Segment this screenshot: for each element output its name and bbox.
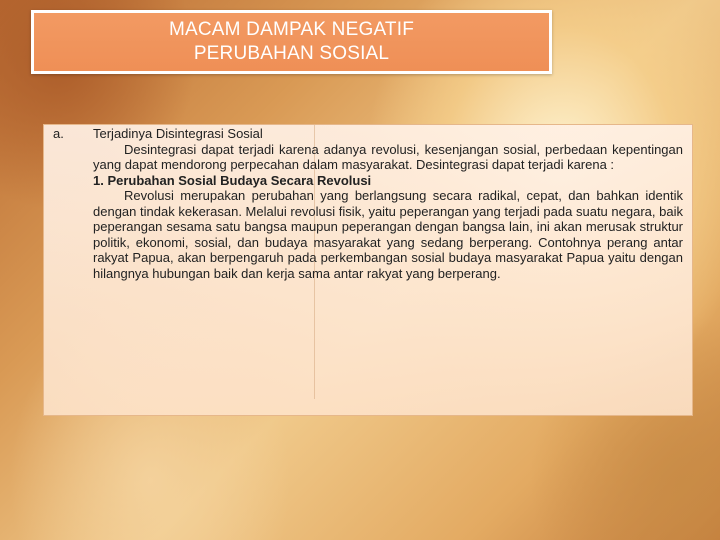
content-text-box [43,124,693,416]
content-body [93,126,683,281]
slide-title-line-1: MACAM DAMPAK NEGATIF [168,19,415,40]
paragraph-intro: Desintegrasi dapat terjadi karena adanya revolusi, kesenjangan sosial, perbedaan kepentingan yang dapat mendorong perpecahan dalam masyarakat. Desintegrasi dapat terjadi karena : [93,141,683,172]
paragraph-revolution: Revolusi merupakan perubahan yang berlangsung secara radikal, cepat, dan bahkan identik dengan tindak kekerasan. Melalui revolusi fisik, yaitu peperangan yang terjadi pada suatu negara, baik peperangan sesama satu bangsa maupun peperangan dengan bangsa lain, ini akan merusak struktur politik, ekonomi, sosial, dan budaya masyarakat yang sedang berperang. Contohnya perang antar rakyat Papua, akan berpengaruh pada perkembangan sosial budaya masyarakat Papua yaitu dengan hilangnya hubungan baik dan kerja sama antar rakyat yang berperang. [93,188,683,281]
section-subheading: 1. Perubahan Sosial Budaya Secara Revolusi [93,172,372,188]
slide-title-box [31,10,552,74]
section-heading: Terjadinya Disintegrasi Sosial [93,126,263,141]
slide-title-line-2: PERUBAHAN SOSIAL [193,43,390,64]
list-bullet: a. [53,126,64,141]
